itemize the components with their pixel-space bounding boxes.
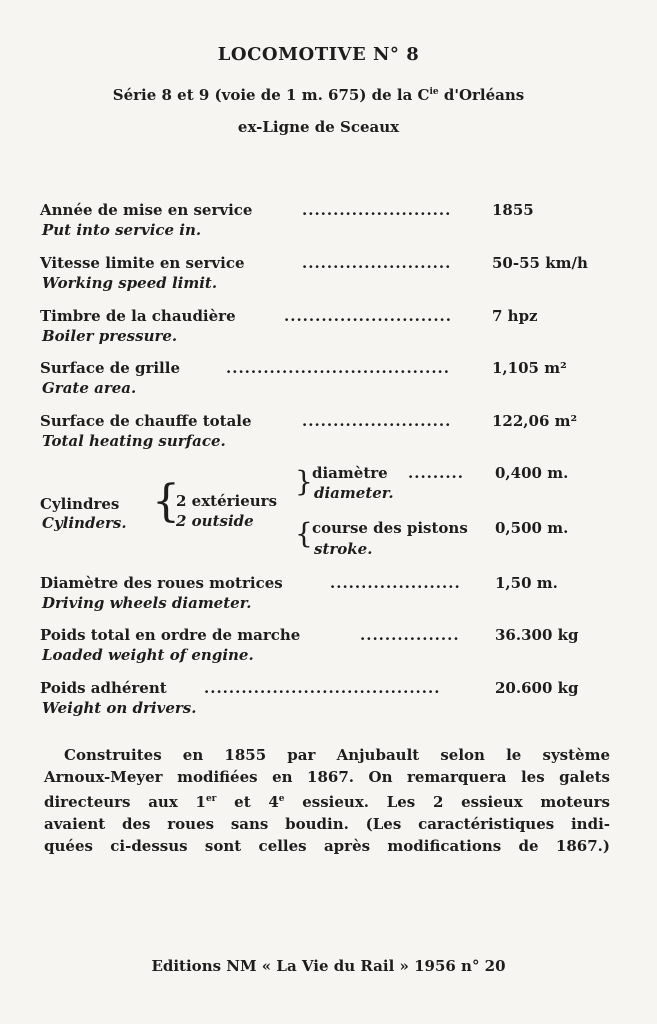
diameter-label-en: diameter. (314, 484, 394, 502)
spec-row-heating-surface: Surface de chauffe totale ........................ 122,06 m² Total heating surface. (40, 412, 578, 450)
cylinders-label: Cylindres (40, 495, 120, 513)
leader-dots: ........................ (302, 201, 452, 219)
spec-value: 20.600 kg (495, 679, 579, 697)
leader-dots: ........................ (302, 254, 452, 272)
diameter-label: diamètre (312, 464, 388, 482)
spec-value: 36.300 kg (495, 626, 579, 644)
spec-row-grate-area: Surface de grille .................................... 1,105 m² Grate area. (40, 359, 567, 397)
spec-row-driving-wheels: Diamètre des roues motrices ..................... 1,50 m. Driving wheels diameter. (40, 574, 558, 612)
brace-diameter: } (295, 465, 313, 498)
spec-value: 7 hpz (492, 307, 538, 325)
spec-row-speed-limit: Vitesse limite en service ........................ 50-55 km/h Working speed limit. (40, 254, 588, 292)
leader-dots: ......... (408, 464, 464, 482)
spec-value: 50-55 km/h (492, 254, 588, 272)
spec-row-adhesive-weight: Poids adhérent ...................................... 20.600 kg Weight on drivers. (40, 679, 579, 717)
brace-stroke: { (295, 517, 313, 550)
leader-dots: ..................... (330, 574, 461, 592)
stroke-value: 0,500 m. (495, 519, 569, 537)
spec-row-boiler-pressure: Timbre de la chaudière ........................... 7 hpz Boiler pressure. (40, 307, 538, 345)
cylinder-count-en: 2 outside (176, 512, 254, 530)
brace-left: { (152, 476, 180, 527)
publisher-footer: Editions NM « La Vie du Rail » 1956 n° 20 (151, 957, 506, 975)
spec-value: 1,50 m. (495, 574, 558, 592)
page-subtitle: Série 8 et 9 (voie de 1 m. 675) de la $C^{ie}$ d'Orléans (112, 86, 525, 104)
diameter-value: 0,400 m. (495, 464, 569, 482)
spec-row-loaded-weight: Poids total en ordre de marche ................ 36.300 kg Loaded weight of engine. (40, 626, 579, 664)
page-title: LOCOMOTIVE N° 8 (217, 44, 420, 65)
cylinders-label-en: Cylinders. (42, 514, 127, 532)
leader-dots: ........................... (284, 307, 452, 325)
leader-dots: .................................... (226, 359, 450, 377)
spec-value: 1855 (492, 201, 534, 219)
page-subtitle-line: ex-Ligne de Sceaux (237, 118, 400, 136)
leader-dots: ................ (360, 626, 460, 644)
description-paragraph: Construites en 1855 par Anjubault selon le système Arnoux-Meyer modifiées en 1867. On remarquera les galets directeurs aux 1er et 4e essieux. Les 2 essieux moteurs avaient des roues sans boudin. (Les caractéristiques indi- quées ci-dessus sont celles après modifications de 1867.) (44, 746, 610, 855)
cylinder-count: 2 extérieurs (176, 492, 278, 510)
leader-dots: ...................................... (204, 679, 441, 697)
spec-value: 122,06 m² (492, 412, 578, 430)
leader-dots: ........................ (302, 412, 452, 430)
spec-value: 1,105 m² (492, 359, 567, 377)
stroke-label-en: stroke. (314, 540, 373, 558)
spec-row-service-year: Année de mise en service ........................ 1855 Put into service in. (40, 201, 534, 239)
cylinders-block (40, 462, 600, 562)
stroke-label: course des pistons (312, 519, 468, 537)
